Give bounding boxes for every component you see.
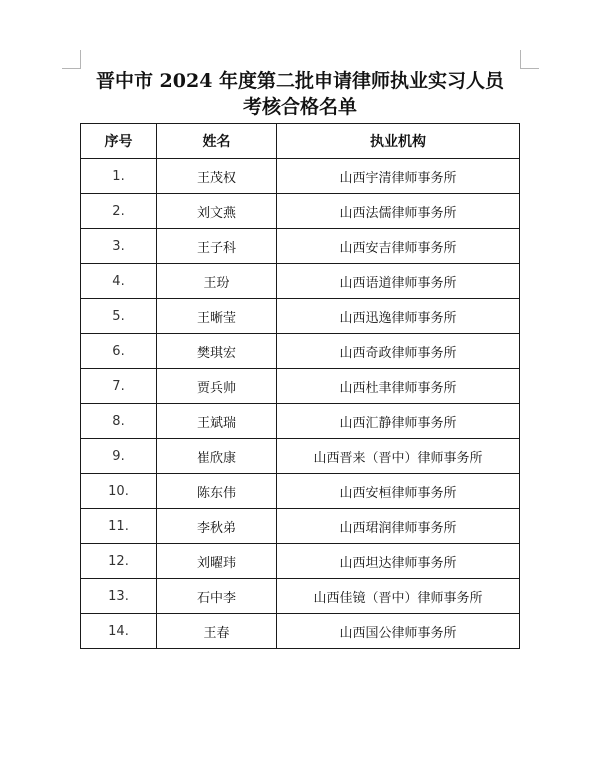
row-firm: 山西晋来（晋中）律师事务所 — [277, 439, 520, 474]
row-number: 10. — [81, 474, 157, 509]
row-number: 1. — [81, 159, 157, 194]
row-name: 崔欣康 — [157, 439, 277, 474]
row-name: 王斌瑞 — [157, 404, 277, 439]
row-name: 樊琪宏 — [157, 334, 277, 369]
document-title-line-2: 考核合格名单 — [242, 96, 357, 118]
row-firm: 山西汇静律师事务所 — [277, 404, 520, 439]
row-firm: 山西国公律师事务所 — [277, 614, 520, 649]
row-number: 6. — [81, 334, 157, 369]
row-firm: 山西语道律师事务所 — [277, 264, 520, 299]
document-title-line-1: 晋中市 2024 年度第二批申请律师执业实习人员 — [95, 70, 505, 92]
row-name: 刘曜玮 — [157, 544, 277, 579]
row-name: 贾兵帅 — [157, 369, 277, 404]
row-firm: 山西坦达律师事务所 — [277, 544, 520, 579]
row-number: 5. — [81, 299, 157, 334]
table-row — [81, 439, 520, 474]
row-name: 王玢 — [157, 264, 277, 299]
row-name: 王晰莹 — [157, 299, 277, 334]
table-row — [81, 404, 520, 439]
row-number: 11. — [81, 509, 157, 544]
row-firm: 山西奇政律师事务所 — [277, 334, 520, 369]
page-margin-mark-top-left — [62, 50, 81, 69]
row-firm: 山西宇清律师事务所 — [277, 159, 520, 194]
table-row — [81, 579, 520, 614]
row-number: 9. — [81, 439, 157, 474]
roster-table — [80, 123, 520, 649]
row-number: 12. — [81, 544, 157, 579]
table-row — [81, 369, 520, 404]
row-number: 4. — [81, 264, 157, 299]
row-number: 3. — [81, 229, 157, 264]
row-firm: 山西法儒律师事务所 — [277, 194, 520, 229]
row-number: 14. — [81, 614, 157, 649]
table-header-row — [81, 124, 520, 159]
table-row — [81, 229, 520, 264]
row-number: 13. — [81, 579, 157, 614]
row-firm: 山西迅逸律师事务所 — [277, 299, 520, 334]
page-margin-mark-top-right — [520, 50, 539, 69]
table-row — [81, 334, 520, 369]
row-name: 陈东伟 — [157, 474, 277, 509]
header-number: 序号 — [81, 124, 157, 159]
row-number: 7. — [81, 369, 157, 404]
row-firm: 山西杜聿律师事务所 — [277, 369, 520, 404]
table-row — [81, 509, 520, 544]
row-number: 8. — [81, 404, 157, 439]
row-firm: 山西珺润律师事务所 — [277, 509, 520, 544]
header-firm: 执业机构 — [277, 124, 520, 159]
table-row — [81, 474, 520, 509]
row-name: 王春 — [157, 614, 277, 649]
table-row — [81, 299, 520, 334]
row-name: 刘文燕 — [157, 194, 277, 229]
table-row — [81, 264, 520, 299]
table-row — [81, 159, 520, 194]
row-number: 2. — [81, 194, 157, 229]
row-name: 王茂权 — [157, 159, 277, 194]
row-firm: 山西安吉律师事务所 — [277, 229, 520, 264]
row-firm: 山西安桓律师事务所 — [277, 474, 520, 509]
header-name: 姓名 — [157, 124, 277, 159]
row-name: 王子科 — [157, 229, 277, 264]
table-row — [81, 544, 520, 579]
row-name: 李秋弟 — [157, 509, 277, 544]
table-row — [81, 614, 520, 649]
table-row — [81, 194, 520, 229]
row-firm: 山西佳镜（晋中）律师事务所 — [277, 579, 520, 614]
row-name: 石中李 — [157, 579, 277, 614]
